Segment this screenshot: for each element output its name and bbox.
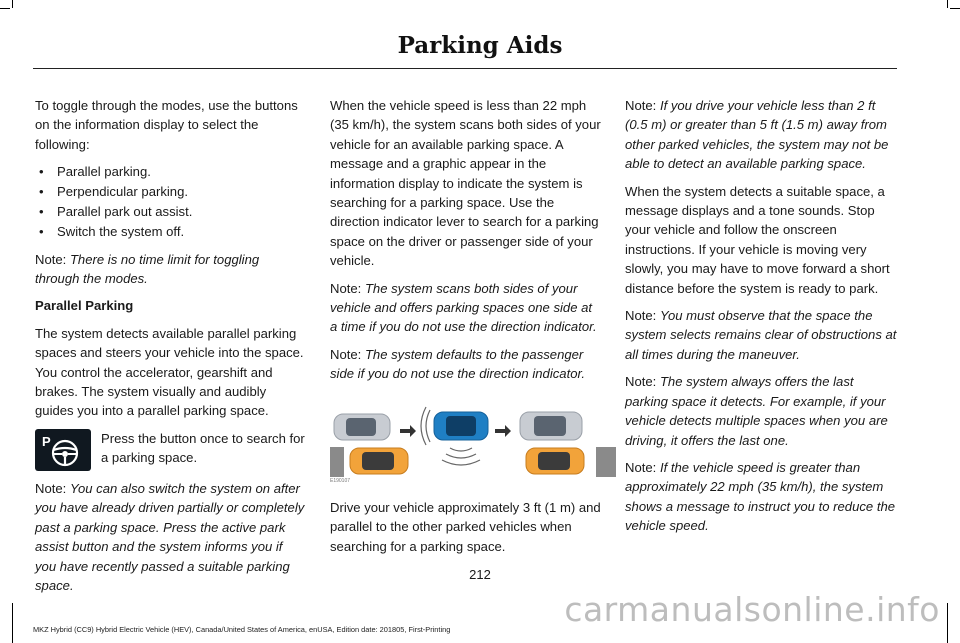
arrow-right-icon xyxy=(400,425,416,437)
column-3 xyxy=(625,96,897,544)
page-title: Parking Aids xyxy=(397,32,563,59)
button-instruction-text: Press the button once to search for a parking space. xyxy=(101,430,305,466)
arrow-right-icon xyxy=(495,425,511,437)
footer-text: MKZ Hybrid (CC9) Hybrid Electric Vehicle (HEV), Canada/United States of America, enUSA, Edition date: 201805, First-Printing xyxy=(33,625,451,634)
note-text: You must observe that the space the system selects remains clear of obstructions at all times during the maneuver. xyxy=(625,308,897,362)
parking-steering-wheel-icon xyxy=(35,429,91,471)
svg-text:P: P xyxy=(42,433,51,449)
list-item: • Parallel park out assist. xyxy=(35,202,307,221)
figure-code: E190107 xyxy=(330,478,351,485)
watermark: carmanualsonline.info xyxy=(564,590,940,629)
body-text: When the system detects a suitable space, a message displays and a tone sounds. Stop your vehicle and follow the onscreen instructions. If your vehicle is moving very slowly, you may have to move forward a short distance before the system is ready to park. xyxy=(625,183,890,296)
note-label: Note: xyxy=(625,98,657,113)
note xyxy=(625,96,897,174)
note-label: Note: xyxy=(35,251,67,267)
note xyxy=(625,372,897,450)
page-number: 212 xyxy=(469,567,491,582)
note-text: If the vehicle speed is greater than approximately 22 mph (35 km/h), the system shows a message to instruct you to reduce the vehicle speed. xyxy=(625,459,896,534)
note xyxy=(330,345,602,384)
note-label: Note: xyxy=(35,480,67,496)
note-label: Note: xyxy=(330,280,362,296)
body-text: Drive your vehicle approximately 3 ft (1 m) and parallel to the other parked vehicles when searching for a parking space. xyxy=(330,499,601,554)
parking-illustration xyxy=(330,404,620,484)
section-heading: Parallel Parking xyxy=(35,298,134,314)
crop-mark xyxy=(947,603,948,643)
note-label: Note: xyxy=(625,374,657,390)
note-label: Note: xyxy=(330,346,362,362)
parked-car-icon xyxy=(350,448,408,474)
note-label: Note: xyxy=(625,308,657,324)
note-text: There is no time limit for toggling through the modes. xyxy=(35,251,260,287)
note xyxy=(35,250,307,289)
crop-mark xyxy=(12,0,13,8)
crop-mark xyxy=(947,0,948,8)
scanning-car-icon xyxy=(421,407,488,465)
crop-mark xyxy=(950,8,960,9)
note xyxy=(625,306,897,364)
parked-car-icon xyxy=(334,414,390,440)
intro-text: To toggle through the modes, use the buttons on the information display to select the following: xyxy=(35,98,298,152)
column-2 xyxy=(330,96,602,564)
button-instruction xyxy=(35,429,307,471)
list-item: • Parallel parking. xyxy=(35,162,307,181)
header-divider xyxy=(33,68,897,69)
note-text: The system defaults to the passenger side if you do not use the direction indicator. xyxy=(330,346,585,382)
crop-mark xyxy=(12,603,13,643)
list-item: • Perpendicular parking. xyxy=(35,182,307,201)
body-text: When the vehicle speed is less than 22 mph (35 km/h), the system scans both sides of your vehicle for an available parking space. A message and a graphic appear in the information display to indicate the system is searching for a parking space. Use the direction indicator lever to search for a parking space on the driver or passenger side of your vehicle. xyxy=(330,98,601,269)
note xyxy=(330,279,602,337)
list-item: • Switch the system off. xyxy=(35,222,307,241)
note-text: The system always offers the last parking space it detects. For example, if your vehicle detects multiple spaces when you are driving, it offers the last one. xyxy=(625,374,888,448)
mode-list xyxy=(35,162,307,241)
curb xyxy=(596,447,616,477)
note-text: You can also switch the system on after you have already driven partially or completely past a parking space. Press the active park assist button and the system informs you if you have recently passed a suitable parking space. xyxy=(35,480,305,593)
parked-car-icon xyxy=(526,448,584,474)
parked-car-icon xyxy=(520,412,582,440)
note-text: If you drive your vehicle less than 2 ft (0.5 m) or greater than 5 ft (1.5 m) away from other parked vehicles, the system may not be able to detect an available parking space. xyxy=(625,98,889,172)
body-text: The system detects available parallel parking spaces and steers your vehicle into the space. You control the accelerator, gearshift and brakes. The system visually and audibly guides you into a parallel parking space. xyxy=(35,325,304,419)
note-text: The system scans both sides of your vehicle and offers parking spaces one side at a time if you do not use the direction indicator. xyxy=(330,280,597,335)
note-label: Note: xyxy=(625,459,657,475)
note xyxy=(625,458,897,536)
column-1 xyxy=(35,96,307,603)
crop-mark xyxy=(0,8,10,9)
